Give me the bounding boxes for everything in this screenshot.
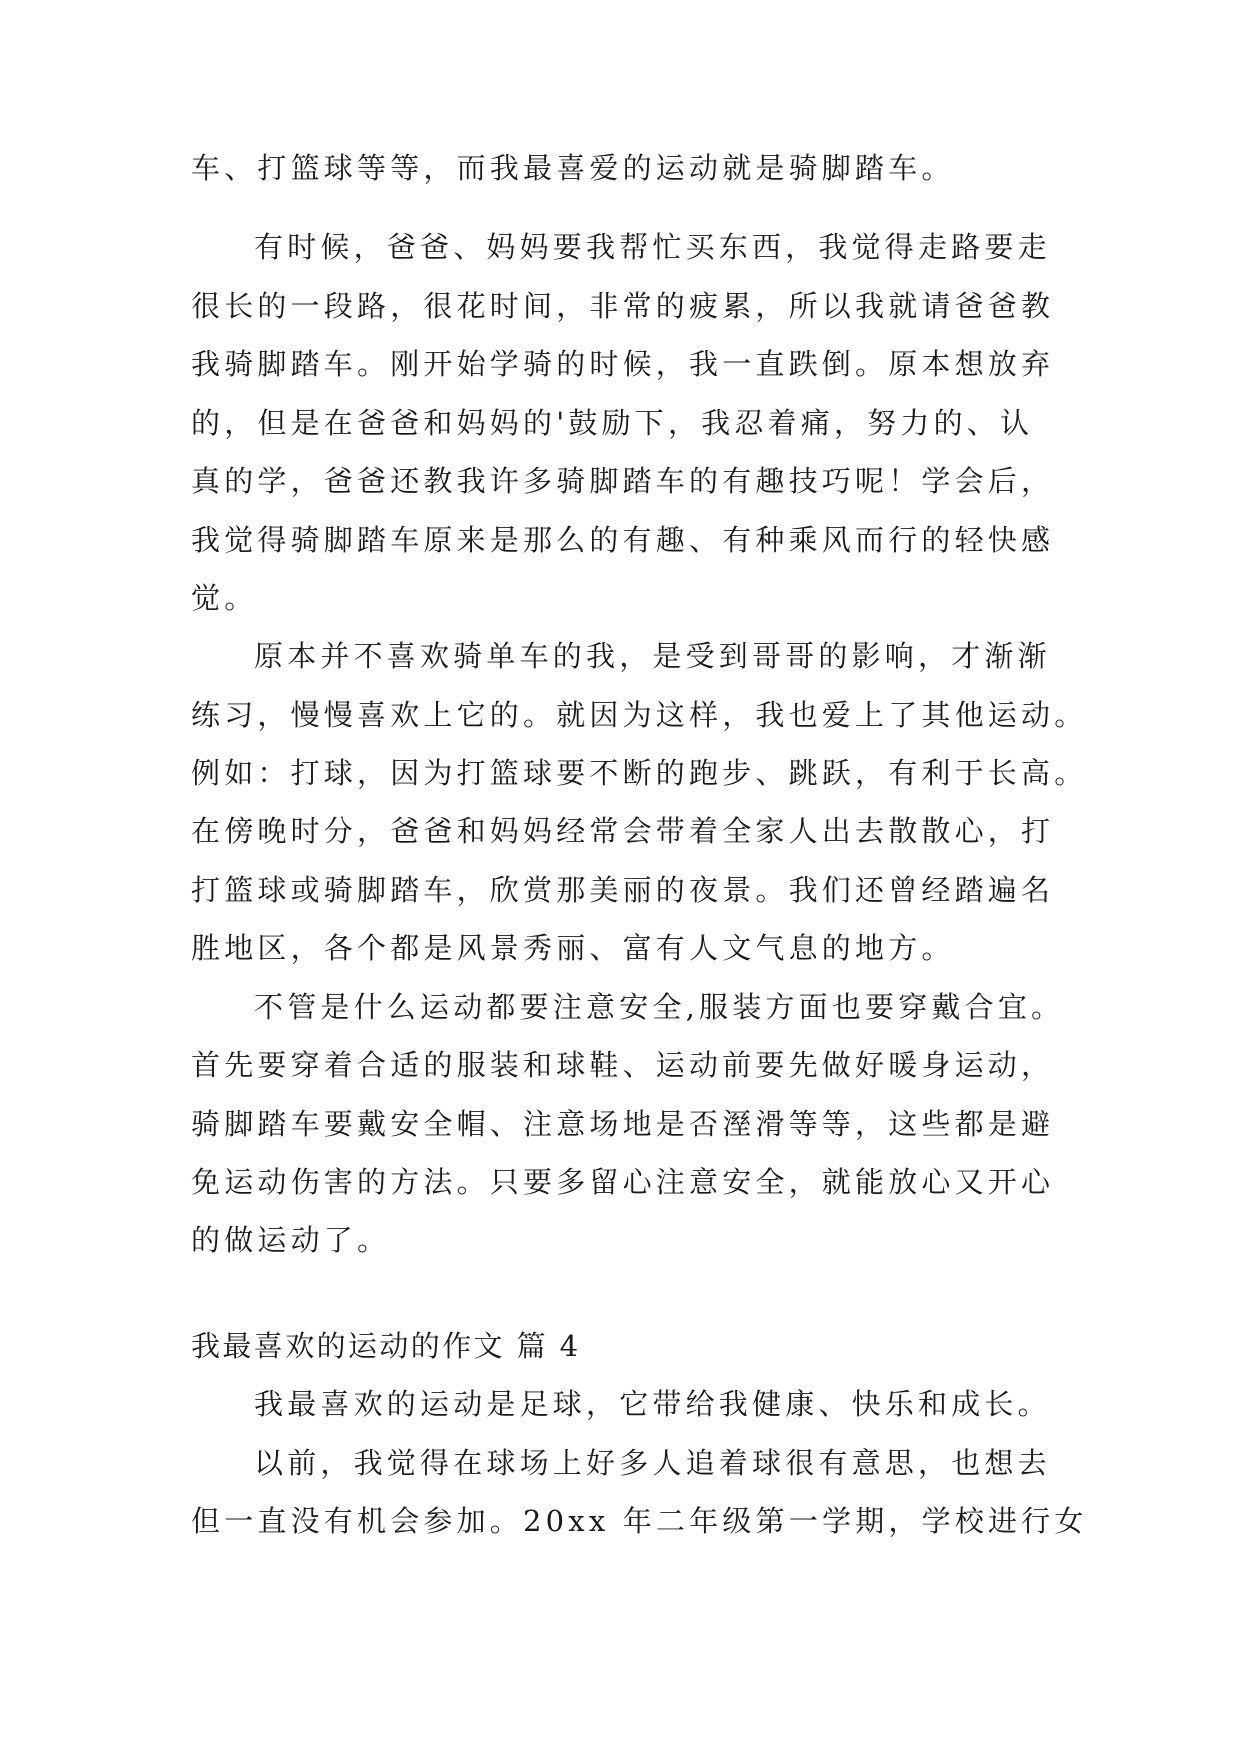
paragraph-first-line: 有时候，爸爸、妈妈要我帮忙买东西，我觉得走路要走 xyxy=(254,230,1051,264)
paragraph-first-line: 原本并不喜欢骑单车的我，是受到哥哥的影响，才渐渐 xyxy=(254,639,1051,673)
text-line: 首先要穿着合适的服装和球鞋、运动前要先做好暖身运动， xyxy=(191,1048,1055,1082)
section-heading: 我最喜欢的运动的作文 篇 4 xyxy=(191,1329,581,1363)
text-line: 打篮球或骑脚踏车，欣赏那美丽的夜景。我们还曾经踏遍名 xyxy=(191,873,1055,907)
text-line: 我骑脚踏车。刚开始学骑的时候，我一直跌倒。原本想放弃 xyxy=(191,347,1055,381)
text-line: 真的学，爸爸还教我许多骑脚踏车的有趣技巧呢！学会后， xyxy=(191,464,1055,498)
text-line: 很长的一段路，很花时间，非常的疲累，所以我就请爸爸教 xyxy=(191,289,1055,323)
text-line: 练习，慢慢喜欢上它的。就因为这样，我也爱上了其他运动。 xyxy=(191,698,1088,732)
text-line: 车、打篮球等等，而我最喜爱的运动就是骑脚踏车。 xyxy=(191,151,955,185)
text-line: 在傍晚时分，爸爸和妈妈经常会带着全家人出去散散心，打 xyxy=(191,814,1055,848)
text-line: 的，但是在爸爸和妈妈的'鼓励下，我忍着痛，努力的、认 xyxy=(191,406,1034,440)
text-line: 觉。 xyxy=(191,581,258,615)
paragraph-first-line: 不管是什么运动都要注意安全,服装方面也要穿戴合宜。 xyxy=(254,990,1065,1024)
text-line: 例如：打球，因为打篮球要不断的跑步、跳跃，有利于长高。 xyxy=(191,756,1088,790)
text-line: 的做运动了。 xyxy=(191,1223,391,1257)
text-line: 胜地区，各个都是风景秀丽、富有人文气息的地方。 xyxy=(191,931,955,965)
paragraph-first-line: 以前，我觉得在球场上好多人追着球很有意思，也想去 xyxy=(254,1446,1051,1480)
text-line: 但一直没有机会参加。20xx 年二年级第一学期，学校进行女 xyxy=(191,1504,1088,1538)
text-line: 免运动伤害的方法。只要多留心注意安全，就能放心又开心 xyxy=(191,1165,1055,1199)
text-line: 我觉得骑脚踏车原来是那么的有趣、有种乘风而行的轻快感 xyxy=(191,523,1055,557)
paragraph-first-line: 我最喜欢的运动是足球，它带给我健康、快乐和成长。 xyxy=(254,1387,1051,1421)
text-line: 骑脚踏车要戴安全帽、注意场地是否溼滑等等，这些都是避 xyxy=(191,1107,1055,1141)
